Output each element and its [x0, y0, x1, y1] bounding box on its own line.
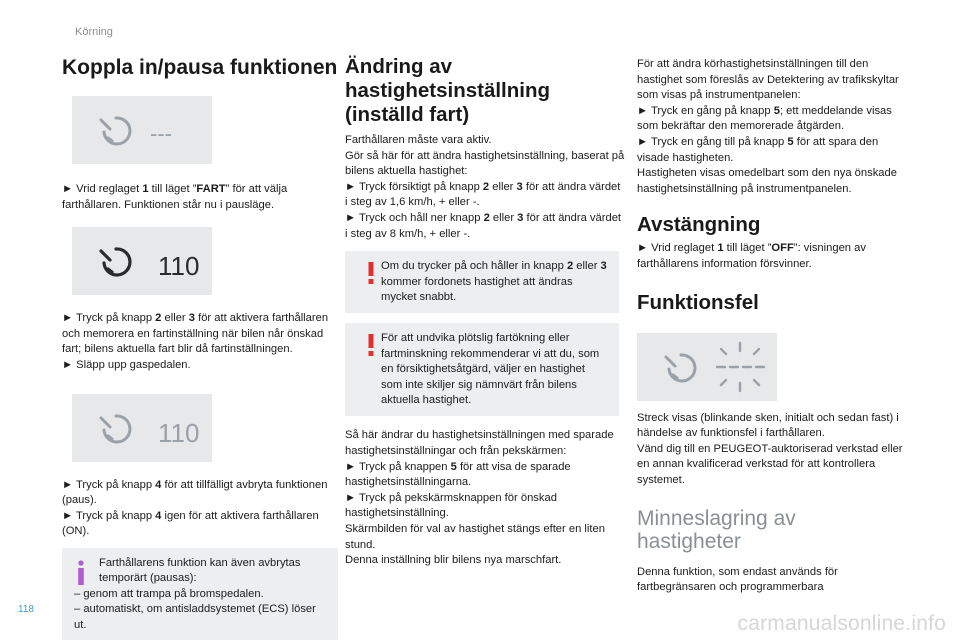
- para-change-5: Så här ändrar du hastighetsinställningen med sparade hastighetsinställningar och från pekskärmen:: [345, 429, 614, 457]
- warning-note-1: [345, 251, 619, 313]
- para-enable-1: ► Vrid reglaget 1 till läget ”FART” för att välja farthållaren. Funktionen står nu i pausläge.: [62, 183, 288, 211]
- para-enable-2: ► Tryck på knapp 2 eller 3 för att aktivera farthållaren och memorera en fartinställning när bilen når önskad fart; bilens aktuella fart blir då fartinställningen.: [62, 312, 329, 356]
- para-sign-2: ► Tryck en gång på knapp 5; ett meddelande visas som bekräftar den memorerade åtgärden.: [637, 104, 892, 133]
- para-fault-1: Streck visas (blinkande sken, initialt och sedan fast) i händelse av funktionsfel i farthållaren.: [637, 411, 899, 440]
- warning-icon: [367, 262, 375, 284]
- section-title-off: Avstängning: [637, 213, 761, 237]
- para-change-6: ► Tryck på knappen 5 för att visa de sparade hastighetsinställningarna.: [345, 460, 571, 489]
- speedometer-suspended-icon: [72, 394, 212, 462]
- para-enable-3: ► Släpp upp gaspedalen.: [62, 358, 191, 371]
- section-title-change: Ändring av hastighetsinställning (inställd fart): [345, 55, 551, 126]
- para-change-8: Skärmbilden för val av hastighet stängs efter en liten stund.: [345, 522, 605, 551]
- info-note-item-1: – genom att trampa på bromspedalen.: [74, 587, 264, 600]
- section-title-enable: Koppla in/pausa funktionen: [62, 56, 338, 79]
- dashes-display: ---: [150, 121, 172, 146]
- warning-1-text: Om du trycker på och håller in knapp 2 eller 3 kommer fordonets hastighet att ändras mycket snabbt.: [381, 260, 607, 303]
- para-change-7: ► Tryck på pekskärmsknappen för önskad hastighetsinställning.: [345, 491, 557, 520]
- fault-indicator: [637, 333, 777, 401]
- watermark: carmanualsonline.info: [737, 612, 946, 635]
- info-icon: [76, 560, 86, 586]
- section-title-memory: Minneslagring av hastigheter: [637, 506, 796, 553]
- info-note-lead: Farthållarens funktion kan även avbrytas temporärt (pausas):: [99, 556, 301, 585]
- page-number: 118: [18, 604, 34, 615]
- warning-icon: [367, 334, 375, 356]
- speed-110-suspended: 110: [158, 417, 200, 448]
- para-memory-1: Denna funktion, som endast används för fartbegränsaren och programmerbara: [637, 565, 838, 594]
- speedometer-fault-icon: [637, 333, 777, 401]
- cruise-active-indicator: [72, 227, 212, 295]
- para-fault-2: Vänd dig till en PEUGEOT-auktoriserad verkstad eller en annan kvalificerad verkstad för att kontrollera systemet.: [637, 442, 903, 486]
- para-sign-4: Hastigheten visas omedelbart som den nya önskade hastighetsinställning på instrumentpanelen.: [637, 167, 897, 195]
- para-off: ► Vrid reglaget 1 till läget ”OFF”: visningen av farthållarens information försvinner.: [637, 242, 866, 270]
- para-enable-5: ► Tryck på knapp 4 igen för att aktivera farthållaren (ON).: [62, 509, 319, 538]
- column-1: [62, 55, 338, 640]
- warning-2-text: För att undvika plötslig fartökning eller fartminskning rekommenderar vi att du, som en försiktighetsåtgärd, väljer en hastighet som inte skiljer sig nämnvärt från bilens aktuella hastighet.: [381, 332, 600, 406]
- blinking-dashes: [717, 343, 764, 391]
- speedometer-icon: [72, 96, 212, 164]
- info-note-item-2: – automatiskt, om antisladdsystemet (ECS) löser ut.: [74, 603, 316, 631]
- para-change-3: ► Tryck försiktigt på knapp 2 eller 3 för att ändra värdet i steg av 1,6 km/h, + eller -.: [345, 180, 621, 209]
- speedometer-active-icon: [72, 227, 212, 295]
- para-enable-4: ► Tryck på knapp 4 för att tillfälligt avbryta funktionen (paus).: [62, 478, 328, 507]
- info-note: [62, 548, 338, 640]
- para-sign-1: För att ändra körhastighetsinställningen till den hastighet som föreslås av Detektering av trafikskyltar som visas på instrumentpanelen:: [637, 58, 899, 102]
- warning-note-2: [345, 323, 619, 416]
- para-change-9: Denna inställning blir bilens nya marschfart.: [345, 554, 562, 567]
- cruise-paused-indicator: [72, 96, 212, 164]
- para-change-4: ► Tryck och håll ner knapp 2 eller 3 för att ändra värdet i steg av 8 km/h, + eller -.: [345, 211, 622, 240]
- para-change-1: Farthållaren måste vara aktiv.: [345, 134, 492, 146]
- section-label: Körning: [75, 26, 113, 38]
- column-2: [345, 55, 625, 569]
- cruise-suspended-indicator: [72, 394, 212, 462]
- para-sign-3: ► Tryck en gång till på knapp 5 för att spara den visade hastigheten.: [637, 135, 879, 164]
- speed-110-active: 110: [158, 251, 200, 282]
- para-change-2: Gör så här för att ändra hastighetsinställning, baserat på bilens aktuella hastighet:: [345, 149, 625, 178]
- section-title-fault: Funktionsfel: [637, 290, 759, 314]
- column-3: [637, 55, 909, 596]
